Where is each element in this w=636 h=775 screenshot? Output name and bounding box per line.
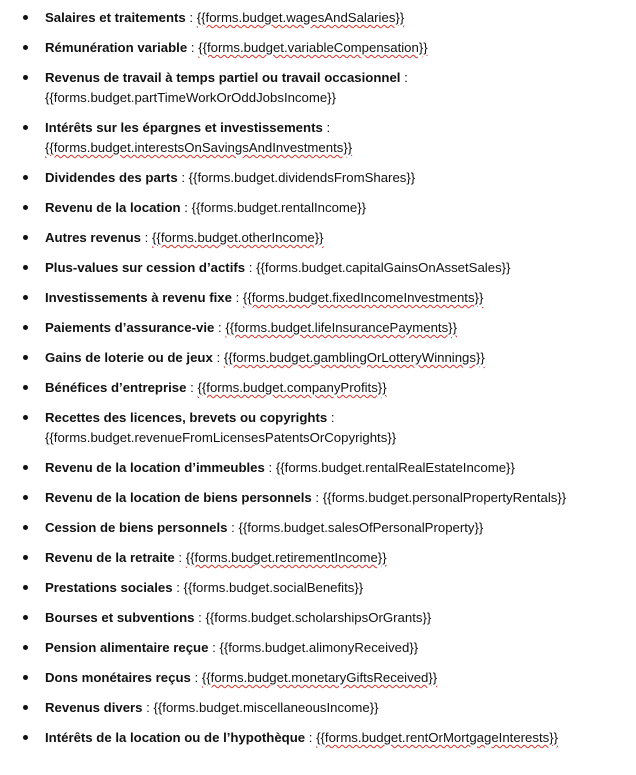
list-item: [45, 118, 624, 158]
item-placeholder: {{forms.budget.salesOfPersonalProperty}}: [238, 520, 484, 535]
list-item: [45, 728, 624, 748]
list-item: [45, 408, 624, 448]
item-placeholder: {{forms.budget.scholarshipsOrGrants}}: [205, 610, 432, 625]
list-item: [45, 378, 624, 398]
item-separator: :: [400, 70, 408, 85]
list-item: [45, 8, 624, 28]
item-separator: :: [322, 120, 331, 135]
item-label: Paiements d’assurance-vie: [45, 320, 215, 335]
list-item: [45, 668, 624, 688]
item-placeholder: {{forms.budget.lifeInsurancePayments}}: [225, 320, 457, 335]
list-item: [45, 458, 624, 478]
item-label: Plus-values sur cession d’actifs: [45, 260, 246, 275]
item-placeholder: {{forms.budget.retirementIncome}}: [185, 550, 387, 565]
item-separator: :: [194, 610, 206, 625]
item-separator: :: [190, 670, 202, 685]
item-placeholder: {{forms.budget.interestsOnSavingsAndInvestments}}: [45, 140, 353, 155]
list-item: [45, 318, 624, 338]
item-placeholder: {{forms.budget.gamblingOrLotteryWinnings}}: [223, 350, 485, 365]
item-placeholder: {{forms.budget.rentalRealEstateIncome}}: [275, 460, 515, 475]
item-label: Prestations sociales: [45, 580, 173, 595]
item-placeholder: {{forms.budget.capitalGainsOnAssetSales}}: [256, 260, 511, 275]
item-label: Dividendes des parts: [45, 170, 178, 185]
list-item: [45, 548, 624, 568]
list-item: [45, 638, 624, 658]
list-item: [45, 488, 624, 508]
item-label: Revenu de la location: [45, 200, 181, 215]
item-separator: :: [214, 320, 226, 335]
item-placeholder: {{forms.budget.personalPropertyRentals}}: [322, 490, 567, 505]
item-placeholder: {{forms.budget.monetaryGiftsReceived}}: [201, 670, 438, 685]
item-label: Bénéfices d’entreprise: [45, 380, 187, 395]
item-separator: :: [174, 550, 186, 565]
item-separator: :: [142, 700, 154, 715]
item-placeholder: {{forms.budget.alimonyReceived}}: [219, 640, 419, 655]
item-label: Pension alimentaire reçue: [45, 640, 209, 655]
list-item: [45, 258, 624, 278]
item-label: Revenus de travail à temps partiel ou travail occasionnel: [45, 70, 401, 85]
list-item: [45, 608, 624, 628]
item-placeholder: {{forms.budget.variableCompensation}}: [198, 40, 428, 55]
item-label: Intérêts sur les épargnes et investissements: [45, 120, 323, 135]
item-placeholder: {{forms.budget.otherIncome}}: [152, 230, 324, 245]
item-separator: :: [141, 230, 153, 245]
list-item: [45, 288, 624, 308]
item-separator: :: [187, 40, 199, 55]
item-separator: :: [212, 350, 224, 365]
item-label: Revenu de la location de biens personnels: [45, 490, 312, 505]
item-placeholder: {{forms.budget.dividendsFromShares}}: [188, 170, 416, 185]
item-label: Cession de biens personnels: [45, 520, 228, 535]
item-separator: :: [245, 260, 257, 275]
item-placeholder: {{forms.budget.wagesAndSalaries}}: [196, 10, 405, 25]
item-label: Investissements à revenu fixe: [45, 290, 232, 305]
item-separator: :: [231, 290, 243, 305]
list-item: [45, 68, 624, 108]
item-separator: :: [264, 460, 276, 475]
item-label: Revenu de la retraite: [45, 550, 175, 565]
item-label: Revenus divers: [45, 700, 143, 715]
list-item: [45, 698, 624, 718]
list-item: [45, 348, 624, 368]
item-label: Bourses et subventions: [45, 610, 195, 625]
list-item: [45, 168, 624, 188]
item-separator: :: [305, 730, 317, 745]
item-placeholder: {{forms.budget.revenueFromLicensesPatentsOrCopyrights}}: [45, 430, 397, 445]
item-label: Recettes des licences, brevets ou copyrights: [45, 410, 328, 425]
item-label: Salaires et traitements: [45, 10, 186, 25]
item-label: Gains de loterie ou de jeux: [45, 350, 213, 365]
item-label: Rémunération variable: [45, 40, 188, 55]
item-label: Autres revenus: [45, 230, 142, 245]
item-separator: :: [180, 200, 192, 215]
list-item: [45, 228, 624, 248]
item-placeholder: {{forms.budget.fixedIncomeInvestments}}: [242, 290, 484, 305]
item-separator: :: [327, 410, 335, 425]
item-separator: :: [172, 580, 184, 595]
list-item: [45, 578, 624, 598]
item-label: Intérêts de la location ou de l’hypothèque: [45, 730, 306, 745]
list-item: [45, 38, 624, 58]
item-separator: :: [186, 380, 198, 395]
item-separator: :: [227, 520, 239, 535]
list-item: [45, 198, 624, 218]
item-placeholder: {{forms.budget.socialBenefits}}: [183, 580, 364, 595]
item-separator: :: [311, 490, 323, 505]
list-item: [45, 518, 624, 538]
item-label: Dons monétaires reçus: [45, 670, 191, 685]
item-separator: :: [185, 10, 197, 25]
item-placeholder: {{forms.budget.rentOrMortgageInterests}}: [316, 730, 559, 745]
item-placeholder: {{forms.budget.miscellaneousIncome}}: [153, 700, 379, 715]
item-label: Revenu de la location d’immeubles: [45, 460, 265, 475]
item-placeholder: {{forms.budget.companyProfits}}: [197, 380, 387, 395]
item-separator: :: [208, 640, 220, 655]
item-placeholder: {{forms.budget.rentalIncome}}: [191, 200, 367, 215]
item-separator: :: [177, 170, 189, 185]
item-placeholder: {{forms.budget.partTimeWorkOrOddJobsIncome}}: [45, 90, 336, 105]
